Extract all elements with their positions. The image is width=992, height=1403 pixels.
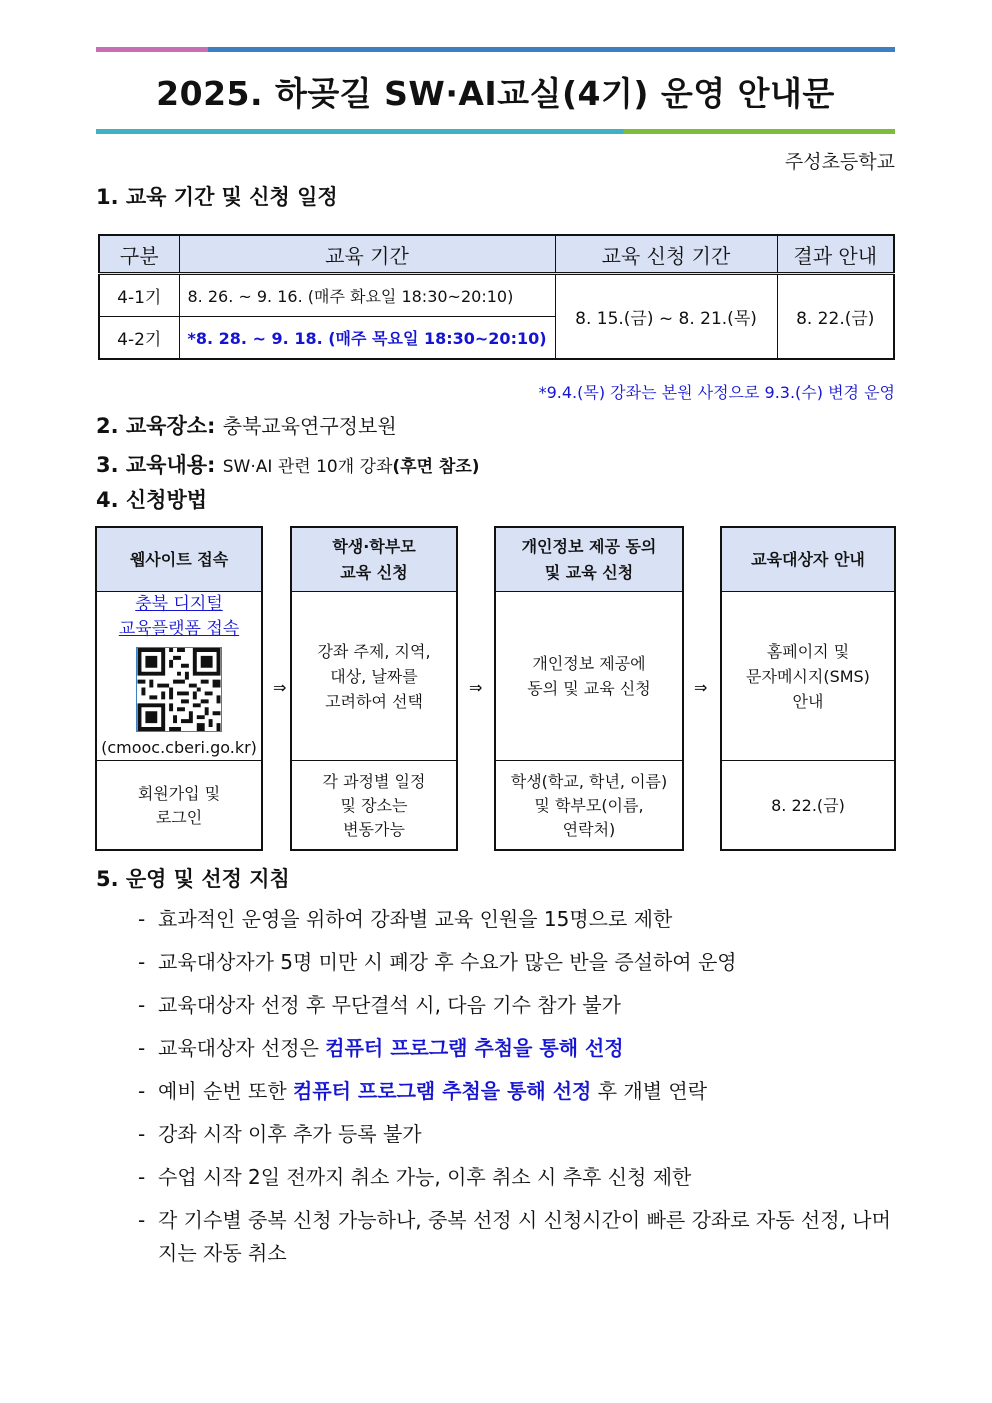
schedule-note: *9.4.(목) 강좌는 본원 사정으로 9.3.(수) 변경 운영 [538,383,895,402]
section3-value: SW·AI 관련 10개 강좌 [222,457,393,477]
result-cell: 8. 22.(금) [777,274,894,360]
section4-heading: 4. 신청방법 [96,488,208,512]
step-footer: 학생(학교, 학년, 이름) 및 학부모(이름, 연락처) [510,771,668,839]
period-cell: *8. 28. ~ 9. 18. (매주 목요일 18:30~20:10) [179,317,555,360]
platform-url: (cmooc.cberi.go.kr) [101,738,257,757]
step-consent [494,526,684,851]
group-cell: 4-1기 [99,274,179,317]
section2-line [96,410,397,440]
arrow-icon: ⇒ [694,678,708,697]
step-footer: 각 과정별 일정 및 장소는 변동가능 [322,771,426,839]
arrow-icon: ⇒ [273,678,287,697]
list-item: - 교육대상자가 5명 미만 시 폐강 후 수요가 많은 반을 증설하여 운영 [134,946,896,979]
step-footer: 8. 22.(금) [771,795,845,815]
section2-label: 2. 교육장소: [96,414,216,438]
period-cell: 8. 26. ~ 9. 16. (매주 화요일 18:30~20:10) [179,274,555,317]
step-header: 학생·학부모 교육 신청 [292,528,456,592]
section1-heading: 1. 교육 기간 및 신청 일정 [96,185,338,209]
step-body: 강좌 주제, 지역, 대상, 날짜를 고려하여 선택 [292,592,456,761]
table-row [99,274,894,317]
apply-period-cell: 8. 15.(금) ~ 8. 21.(목) [555,274,777,360]
section3-line [96,449,480,479]
header-cell: 교육 신청 기간 [555,235,777,274]
platform-link[interactable]: 충북 디지털 교육플랫폼 접속 [118,594,240,639]
header-cell: 구분 [99,235,179,274]
step-website [95,526,263,851]
section3-label: 3. 교육내용: [96,453,216,477]
step-apply [290,526,458,851]
section2-value: 충북교육연구정보원 [222,414,397,438]
group-cell: 4-2기 [99,317,179,360]
list-item: - 효과적인 운영을 위하여 강좌별 교육 인원을 15명으로 제한 [134,903,896,936]
qr-code-icon [136,647,222,732]
schedule-table [98,234,895,360]
step-notice [720,526,896,851]
header-cell: 교육 기간 [179,235,555,274]
list-item: - 교육대상자 선정은 컴퓨터 프로그램 추첨을 통해 선정 [134,1032,896,1065]
step-footer: 회원가입 및 로그인 [137,783,221,827]
step-header: 개인정보 제공 동의 및 교육 신청 [496,528,682,592]
document-title: 2025. 하곶길 SW·AI교실(4기) 운영 안내문 [156,74,835,113]
school-name: 주성초등학교 [784,151,895,173]
arrow-icon: ⇒ [469,678,483,697]
step-body [97,592,261,761]
step-header: 웹사이트 접속 [97,528,261,592]
bottom-decor-bar [96,129,895,134]
list-item: - 강좌 시작 이후 추가 등록 불가 [134,1118,896,1151]
header-cell: 결과 안내 [777,235,894,274]
step-body: 홈페이지 및 문자메시지(SMS) 안내 [722,592,894,761]
step-body: 개인정보 제공에 동의 및 교육 신청 [496,592,682,761]
top-decor-bar [96,47,895,52]
list-item: - 수업 시작 2일 전까지 취소 가능, 이후 취소 시 추후 신청 제한 [134,1161,896,1194]
step-header: 교육대상자 안내 [722,528,894,592]
section5-heading: 5. 운영 및 선정 지침 [96,867,290,891]
list-item: - 각 기수별 중복 신청 가능하나, 중복 선정 시 신청시간이 빠른 강좌로 자동 선정, 나머지는 자동 취소 [134,1204,896,1270]
table-header-row [99,235,894,274]
list-item: - 교육대상자 선정 후 무단결석 시, 다음 기수 참가 불가 [134,989,896,1022]
list-item: - 예비 순번 또한 컴퓨터 프로그램 추첨을 통해 선정 후 개별 연락 [134,1075,896,1108]
section3-suffix: (후면 참조) [392,457,480,477]
rules-list [134,903,896,1280]
